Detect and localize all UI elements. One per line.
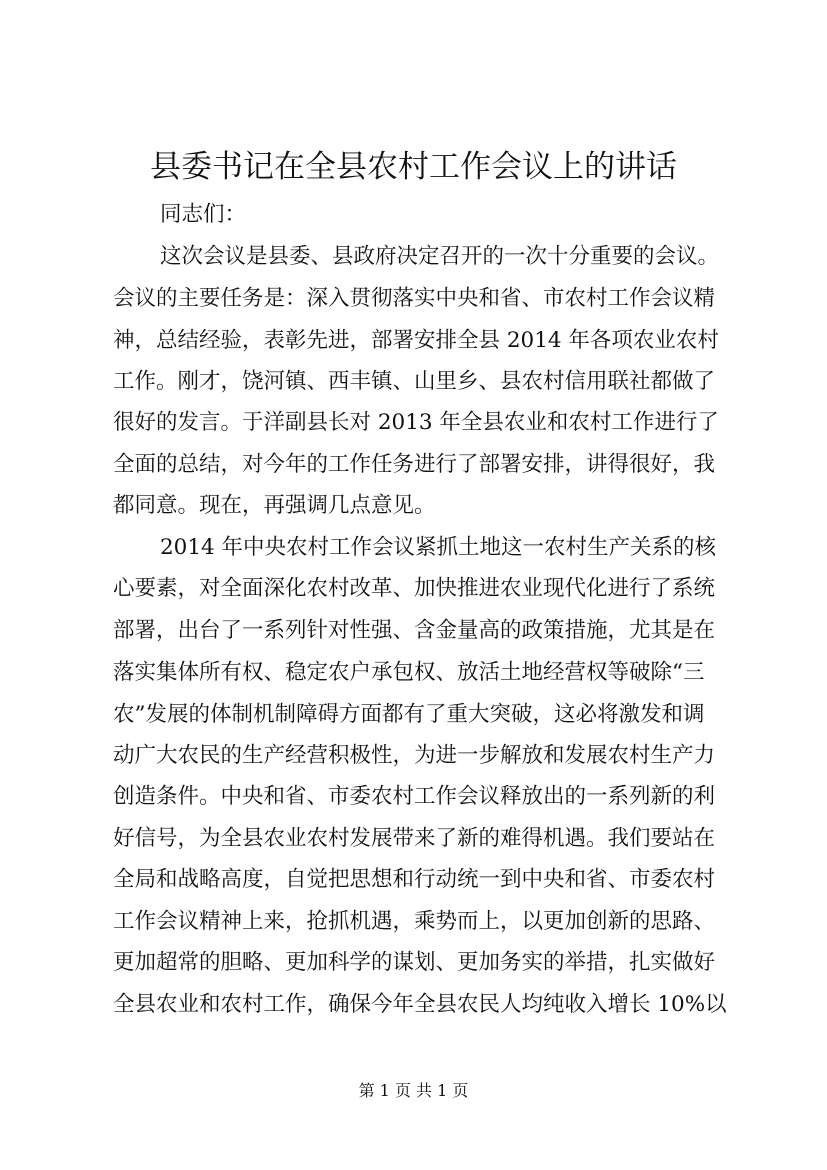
body-line: 全局和战略高度，自觉把思想和行动统一到中央和省、市委农村 bbox=[113, 867, 716, 892]
salutation-line: 同志们： bbox=[160, 202, 247, 227]
body-line: 好信号，为全县农业农村发展带来了新的难得机遇。我们要站在 bbox=[113, 826, 716, 851]
body-line: 落实集体所有权、稳定农户承包权、放活土地经营权等破除“三 bbox=[113, 660, 705, 685]
body-line: 很好的发言。于洋副县长对 2013 年全县农业和农村工作进行了 bbox=[113, 410, 719, 435]
body-line: 更加超常的胆略、更加科学的谋划、更加务实的举措，扎实做好 bbox=[113, 950, 716, 975]
body-line: 2014 年中央农村工作会议紧抓土地这一农村生产关系的核 bbox=[160, 535, 717, 560]
body-line: 这次会议是县委、县政府决定召开的一次十分重要的会议。 bbox=[160, 244, 720, 269]
body-line: 农”发展的体制机制障碍方面都有了重大突破，这必将激发和调 bbox=[113, 702, 705, 727]
body-line: 神，总结经验，表彰先进，部署安排全县 2014 年各项农业农村 bbox=[113, 328, 719, 353]
body-line: 部署，出台了一系列针对性强、含金量高的政策措施，尤其是在 bbox=[113, 618, 716, 643]
body-line: 动广大农民的生产经营积极性，为进一步解放和发展农村生产力 bbox=[113, 743, 716, 768]
body-line: 全面的总结，对今年的工作任务进行了部署安排，讲得很好，我 bbox=[113, 452, 716, 477]
body-line: 心要素，对全面深化农村改革、加快推进农业现代化进行了系统 bbox=[113, 576, 716, 601]
page-number-footer: 第 1 页 共 1 页 bbox=[358, 1081, 469, 1100]
body-line: 工作会议精神上来，抢抓机遇，乘势而上，以更加创新的思路、 bbox=[113, 909, 716, 934]
body-line: 全县农业和农村工作，确保今年全县农民人均纯收入增长 10%以 bbox=[113, 992, 727, 1017]
body-line: 会议的主要任务是：深入贯彻落实中央和省、市农村工作会议精 bbox=[113, 286, 716, 311]
document-title: 县委书记在全县农村工作会议上的讲话 bbox=[150, 149, 677, 185]
body-line: 都同意。现在，再强调几点意见。 bbox=[113, 493, 436, 518]
body-line: 创造条件。中央和省、市委农村工作会议释放出的一系列新的利 bbox=[113, 784, 716, 809]
body-line: 工作。刚才，饶河镇、西丰镇、山里乡、县农村信用联社都做了 bbox=[113, 369, 716, 394]
